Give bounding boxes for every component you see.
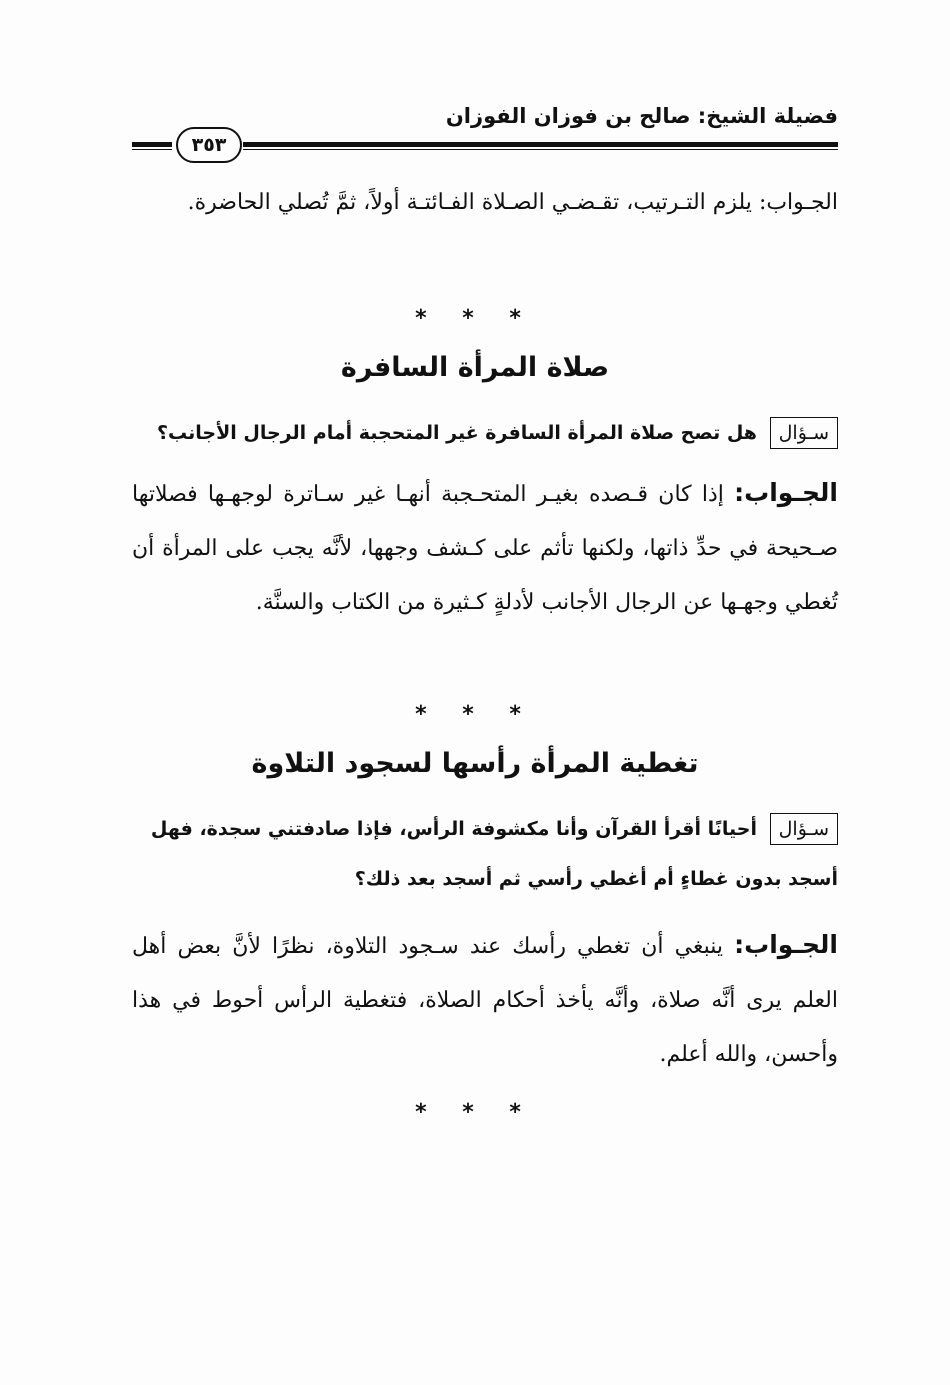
intro-answer-label: الجـواب:: [758, 190, 838, 215]
section1-question-label: سـؤال: [770, 417, 838, 449]
section1-title: صلاة المرأة السافرة: [340, 352, 610, 383]
header-rule: [243, 142, 838, 147]
section2-title: تغطية المرأة رأسها لسجود التلاوة: [251, 748, 699, 779]
section2-answer-text: ينبغي أن تغطي رأسك عند سـجود التلاوة، نظرًا لأنَّ بعض أهل العلم يرى أنَّه صلاة، وأنَّه يأخذ أحكام الصلاة، فتغطية الرأس أحوط في هذا وأحسن، والله أعلم.: [132, 934, 838, 1067]
section2-question-text: أحيانًا أقرأ القرآن وأنا مكشوفة الرأس، فإذا صادفتني سجدة، فهل أسجد بدون غطاءٍ أم أغطي رأسي ثم أسجد بعد ذلك؟: [150, 818, 838, 890]
separator-stars-2: * * *: [415, 702, 535, 727]
section1-answer-label: الجـواب:: [734, 478, 838, 507]
section1-question-text: هل تصح صلاة المرأة السافرة غير المتحجبة أمام الرجال الأجانب؟: [157, 422, 757, 444]
page-number: ٣٥٣: [176, 127, 242, 163]
intro-answer: [132, 176, 838, 230]
section2-question: [132, 804, 838, 904]
intro-answer-text: يلزم التـرتيب، تقـضـي الصـلاة الفـائتـة أولاً، ثمَّ تُصلي الحاضرة.: [187, 190, 752, 215]
section2-answer: [132, 918, 838, 1082]
running-header-title: فضيلة الشيخ: صالح بن فوزان الفوزان: [445, 104, 838, 128]
separator-stars-3: * * *: [415, 1100, 535, 1125]
section2-question-label: سـؤال: [770, 813, 838, 845]
header-rule-thin: [243, 149, 838, 150]
header-rule-left-thin: [132, 149, 172, 150]
section1-question: [132, 408, 838, 458]
section2-answer-label: الجـواب:: [734, 930, 838, 959]
header-rule-left: [132, 142, 172, 147]
separator-stars-1: * * *: [415, 306, 535, 331]
section1-answer-text: إذا كان قـصده بغيـر المتحـجبة أنهـا غير سـاترة لوجهـها فصلاتها صـحيحة في حدِّ ذاتها، ولكنها تأثم على كـشف وجهها، لأنَّه يجب على المرأة أن تُغطي وجهـها عن الرجال الأجانب لأدلةٍ كـثيرة من الكتاب والسنَّة.: [132, 482, 838, 615]
section1-answer: [132, 466, 838, 630]
